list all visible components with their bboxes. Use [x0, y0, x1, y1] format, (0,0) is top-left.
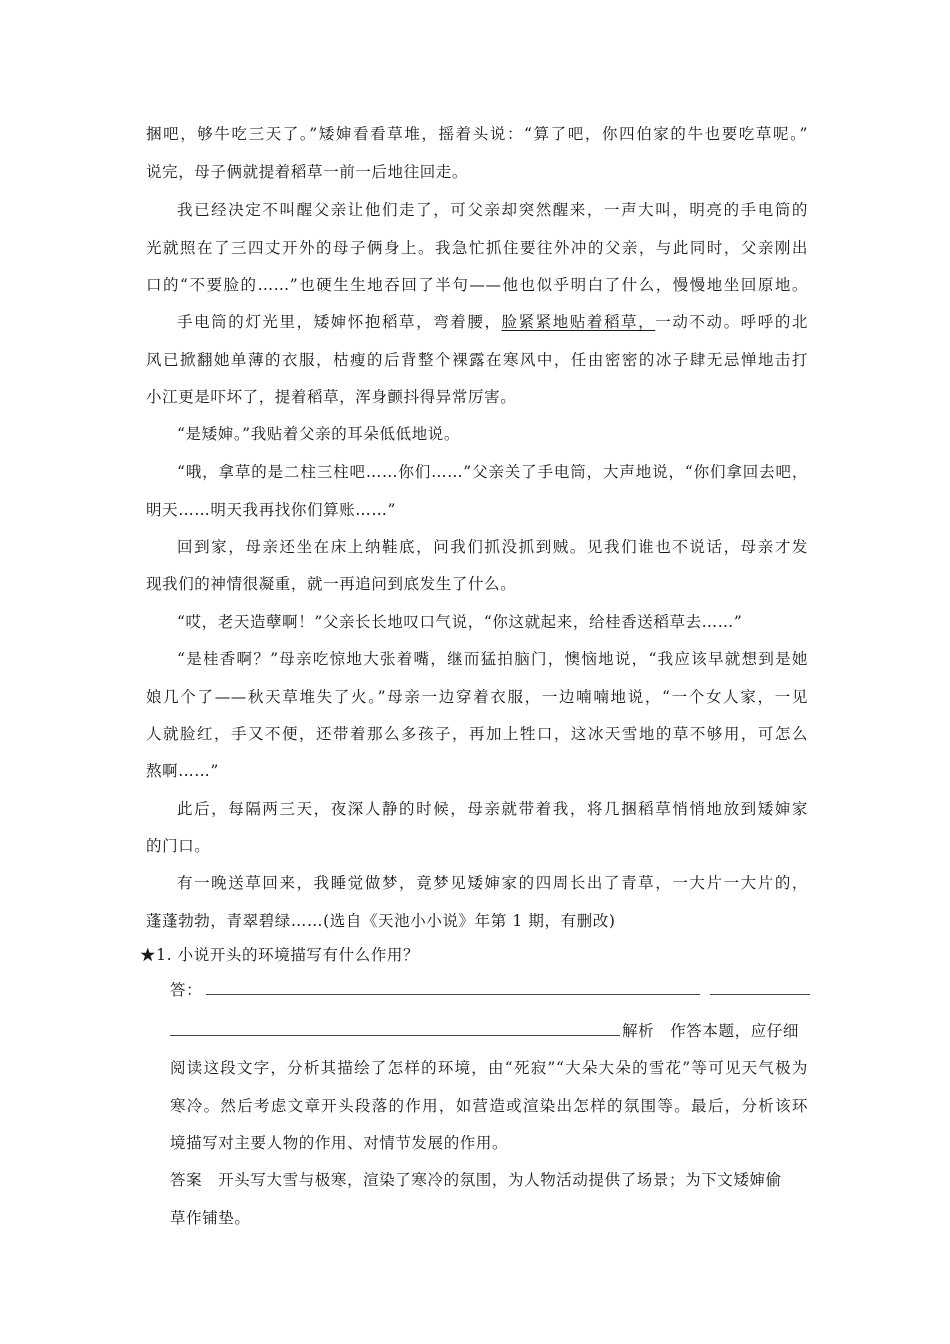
passage-line: 回到家，母亲还坐在床上纳鞋底，问我们抓没抓到贼。见我们谁也不说话，母亲才发: [177, 538, 808, 556]
passage-line: 说完，母子俩就提着稻草一前一后地往回走。: [146, 163, 469, 181]
passage-line: 人就脸红，手又不便，还带着那么多孩子，再加上牲口，这冰天雪地的草不够用，可怎么: [146, 725, 808, 743]
analysis-line: [170, 1020, 808, 1042]
analysis-line: 寒冷。然后考虑文章开头段落的作用，如营造或渲染出怎样的氛围等。最后，分析该环: [170, 1097, 808, 1115]
passage-line: “哦，拿草的是二柱三柱吧……你们……”父亲关了手电筒，大声地说，“你们拿回去吧，: [177, 463, 808, 481]
passage-line: 现我们的神情很凝重，就一再追问到底发生了什么。: [146, 575, 517, 593]
passage-text: 一动不动。呼呼的北: [655, 313, 809, 331]
underlined-phrase: 脸紧紧地贴着稻草，: [501, 313, 656, 331]
star-icon: ★: [140, 946, 157, 964]
analysis-label: 解析: [622, 1022, 655, 1040]
passage-line-underlined: [177, 311, 808, 333]
answer-key-text: 开头写大雪与极寒，渲染了寒冷的氛围，为人物活动提供了场景；为下文矮婶偷: [218, 1171, 782, 1189]
passage-line: “哎，老天造孽啊！”父亲长长地叹口气说，“你这就起来，给桂香送稻草去……”: [177, 613, 743, 631]
passage-line: 光就照在了三四丈开外的母子俩身上。我急忙抓住要往外冲的父亲，与此同时，父亲刚出: [146, 239, 808, 257]
answer-key-line: [170, 1169, 808, 1191]
passage-line: 熬啊……”: [146, 762, 219, 780]
passage-line: “是桂香啊？”母亲吃惊地大张着嘴，继而猛拍脑门，懊恼地说，“我应该早就想到是她: [177, 650, 808, 668]
answer-key-label: 答案: [170, 1171, 203, 1189]
passage-line: 娘几个了——秋天草堆失了火。”母亲一边穿着衣服，一边喃喃地说，“一个女人家，一见: [146, 688, 808, 706]
passage-line: “是矮婶。”我贴着父亲的耳朵低低地说。: [177, 425, 460, 443]
analysis-line: 境描写对主要人物的作用、对情节发展的作用。: [170, 1134, 509, 1152]
passage-line: 蓬蓬勃勃，青翠碧绿……(选自《天池小小说》年第 1 期，有删改): [146, 912, 616, 930]
passage-line: 明天……明天我再找你们算账……”: [146, 501, 397, 519]
passage-line: 小江更是吓坏了，提着稻草，浑身颤抖得异常厉害。: [146, 388, 517, 406]
passage-line: 此后，每隔两三天，夜深人静的时候，母亲就带着我，将几捆稻草悄悄地放到矮婶家: [177, 800, 808, 818]
answer-label: 答：: [170, 981, 203, 999]
answer-blank[interactable]: [206, 980, 700, 995]
analysis-text: 作答本题，应仔细: [670, 1022, 800, 1040]
passage-line: 有一晚送草回来，我睡觉做梦，竟梦见矮婶家的四周长出了青草，一大片一大片的，: [177, 874, 808, 892]
answer-line: [170, 979, 808, 1001]
answer-blank[interactable]: [170, 1021, 620, 1036]
passage-line: 的门口。: [146, 837, 211, 855]
passage-text: 手电筒的灯光里，矮婶怀抱稻草，弯着腰，: [177, 313, 502, 331]
question-text: 1. 小说开头的环境描写有什么作用？: [156, 946, 420, 964]
passage-line: 口的“不要脸的……”也硬生生地吞回了半句——他也似乎明白了什么，慢慢地坐回原地。: [146, 276, 808, 294]
answer-blank[interactable]: [710, 980, 810, 995]
passage-line: 捆吧，够牛吃三天了。”矮婶看看草堆，摇着头说：“算了吧，你四伯家的牛也要吃草呢。”: [146, 125, 808, 143]
analysis-line: 阅读这段文字，分析其描绘了怎样的环境，由“死寂”“大朵大朵的雪花”等可见天气极为: [170, 1059, 808, 1077]
passage-line: 风已掀翻她单薄的衣服，枯瘦的后背整个裸露在寒风中，任由密密的冰子肆无忌惮地击打: [146, 351, 808, 369]
answer-key-line: 草作铺垫。: [170, 1209, 251, 1227]
passage-line: 我已经决定不叫醒父亲让他们走了，可父亲却突然醒来，一声大叫，明亮的手电筒的: [177, 201, 808, 219]
question-title: [140, 944, 802, 966]
